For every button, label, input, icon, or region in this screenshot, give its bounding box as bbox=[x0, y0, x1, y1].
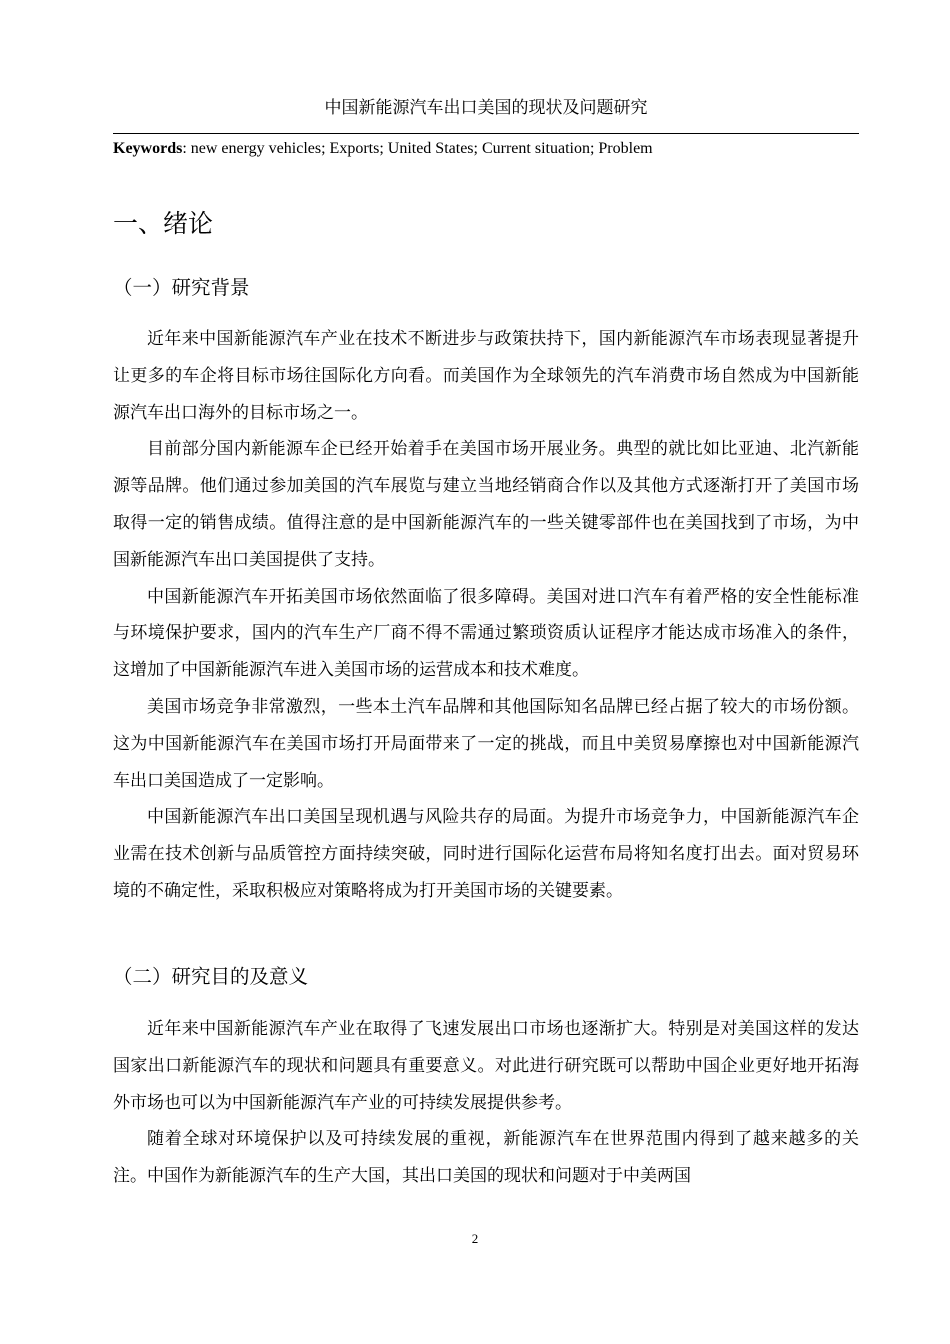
section-body-background bbox=[113, 321, 859, 910]
paragraph: 中国新能源汽车开拓美国市场依然面临了很多障碍。美国对进口汽车有着严格的安全性能标准与环境保护要求，国内的汽车生产厂商不得不需通过繁琐资质认证程序才能达成市场准入的条件，这增加了中国新能源汽车进入美国市场的运营成本和技术难度。 bbox=[113, 586, 859, 681]
keywords-text: : new energy vehicles; Exports; United States; Current situation; Problem bbox=[182, 140, 653, 157]
paragraph: 随着全球对环境保护以及可持续发展的重视，新能源汽车在世界范围内得到了越来越多的关注。中国作为新能源汽车的生产大国，其出口美国的现状和问题对于中美两国 bbox=[113, 1129, 859, 1187]
section-heading-background: （一）研究背景 bbox=[113, 276, 250, 299]
keywords-label: Keywords bbox=[113, 140, 183, 157]
header-divider bbox=[113, 133, 859, 134]
paragraph: 美国市场竞争非常激烈，一些本土汽车品牌和其他国际知名品牌已经占据了较大的市场份额。这为中国新能源汽车在美国市场打开局面带来了一定的挑战，而且中美贸易摩擦也对中国新能源汽车出口美国造成了一定影响。 bbox=[113, 696, 859, 791]
section-body-purpose bbox=[113, 1011, 859, 1195]
page-number: 2 bbox=[471, 1231, 479, 1246]
section-heading-purpose: （二）研究目的及意义 bbox=[113, 965, 309, 988]
running-header: 中国新能源汽车出口美国的现状及问题研究 bbox=[324, 98, 648, 118]
keywords-line bbox=[113, 138, 859, 160]
paragraph: 中国新能源汽车出口美国呈现机遇与风险共存的局面。为提升市场竞争力，中国新能源汽车企业需在技术创新与品质管控方面持续突破，同时进行国际化运营布局将知名度打出去。面对贸易环境的不确定性，采取积极应对策略将成为打开美国市场的关键要素。 bbox=[113, 807, 859, 901]
paragraph: 近年来中国新能源汽车产业在技术不断进步与政策扶持下，国内新能源汽车市场表现显著提升让更多的车企将目标市场往国际化方向看。而美国作为全球领先的汽车消费市场自然成为中国新能源汽车出口海外的目标市场之一。 bbox=[113, 329, 859, 423]
paragraph: 近年来中国新能源汽车产业在取得了飞速发展出口市场也逐渐扩大。特别是对美国这样的发达国家出口新能源汽车的现状和问题具有重要意义。对此进行研究既可以帮助中国企业更好地开拓海外市场也可以为中国新能源汽车产业的可持续发展提供参考。 bbox=[113, 1019, 859, 1113]
paragraph: 目前部分国内新能源车企已经开始着手在美国市场开展业务。典型的就比如比亚迪、北汽新能源等品牌。他们通过参加美国的汽车展览与建立当地经销商合作以及其他方式逐渐打开了美国市场取得一定的销售成绩。值得注意的是中国新能源汽车的一些关键零部件也在美国找到了市场，为中国新能源汽车出口美国提供了支持。 bbox=[113, 439, 859, 570]
chapter-heading: 一、绪论 bbox=[113, 209, 214, 238]
